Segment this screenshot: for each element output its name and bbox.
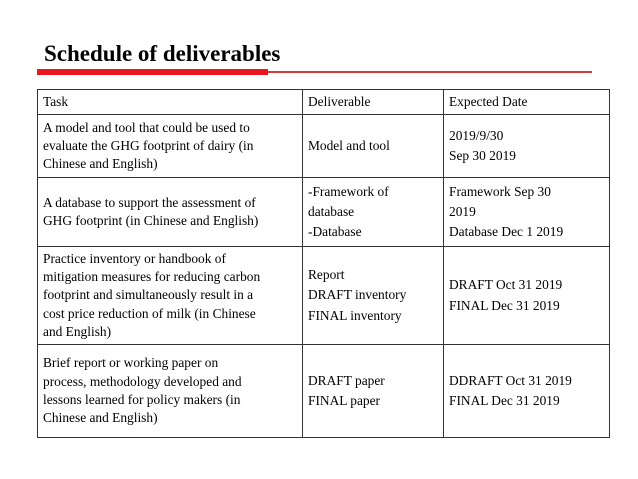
task-line: Chinese and English) [43,156,158,172]
deliverable-cell [303,247,444,345]
task-line: A model and tool that could be used to [43,119,250,135]
title-underline [37,69,592,75]
deliverable-line: Report [308,267,345,283]
date-line: DDRAFT Oct 31 2019 [449,372,572,388]
table-row [38,345,610,438]
task-line: evaluate the GHG footprint of dairy (in [43,137,254,153]
date-line: Database Dec 1 2019 [449,224,564,240]
task-cell [38,115,303,178]
table-row [38,247,610,345]
task-line: mitigation measures for reducing carbon [43,269,261,285]
task-line: GHG footprint (in Chinese and English) [43,213,259,228]
task-line: Practice inventory or handbook of [43,250,226,266]
date-line: 2019/9/30 [449,127,504,143]
deliverable-line: DRAFT inventory [308,287,407,303]
date-line: Framework Sep 30 [449,183,551,199]
header-deliverable: Deliverable [303,90,444,115]
deliverable-line: FINAL inventory [308,307,402,323]
task-cell [38,345,303,438]
table-row [38,178,610,247]
deliverable-line: Model and tool [308,137,390,153]
task-line: Brief report or working paper on [43,355,219,371]
deliverable-line: -Framework of [308,183,389,199]
slide-title: Schedule of deliverables [44,41,281,66]
title-underline-rule [268,71,592,73]
deliverable-line: database [308,203,355,219]
header-expected-date: Expected Date [444,90,610,115]
task-line: cost price reduction of milk (in Chinese [43,305,256,321]
task-line: lessons learned for policy makers (in [43,392,241,407]
date-line: FINAL Dec 31 2019 [449,297,560,313]
deliverable-cell [303,115,444,178]
date-line: Sep 30 2019 [449,148,516,163]
task-line: process, methodology developed and [43,373,242,389]
table-header-row [38,90,610,115]
task-line: A database to support the assessment of [43,194,256,210]
date-line: DRAFT Oct 31 2019 [449,277,563,293]
expected-date-cell [444,178,610,247]
task-cell [38,247,303,345]
expected-date-cell [444,345,610,438]
task-line: and English) [43,323,112,339]
title-underline-accent [37,69,268,75]
table-row [38,115,610,178]
date-line: FINAL Dec 31 2019 [449,393,560,408]
date-line: 2019 [449,203,476,219]
expected-date-cell [444,115,610,178]
deliverables-table [37,89,610,438]
task-cell [38,178,303,247]
task-line: Chinese and English) [43,410,158,426]
deliverable-line: DRAFT paper [308,372,385,388]
expected-date-cell [444,247,610,345]
header-task: Task [38,90,303,115]
deliverable-line: -Database [308,224,362,240]
deliverable-cell [303,345,444,438]
deliverable-line: FINAL paper [308,393,381,408]
deliverable-cell [303,178,444,247]
task-line: footprint and simultaneously result in a [43,287,254,303]
